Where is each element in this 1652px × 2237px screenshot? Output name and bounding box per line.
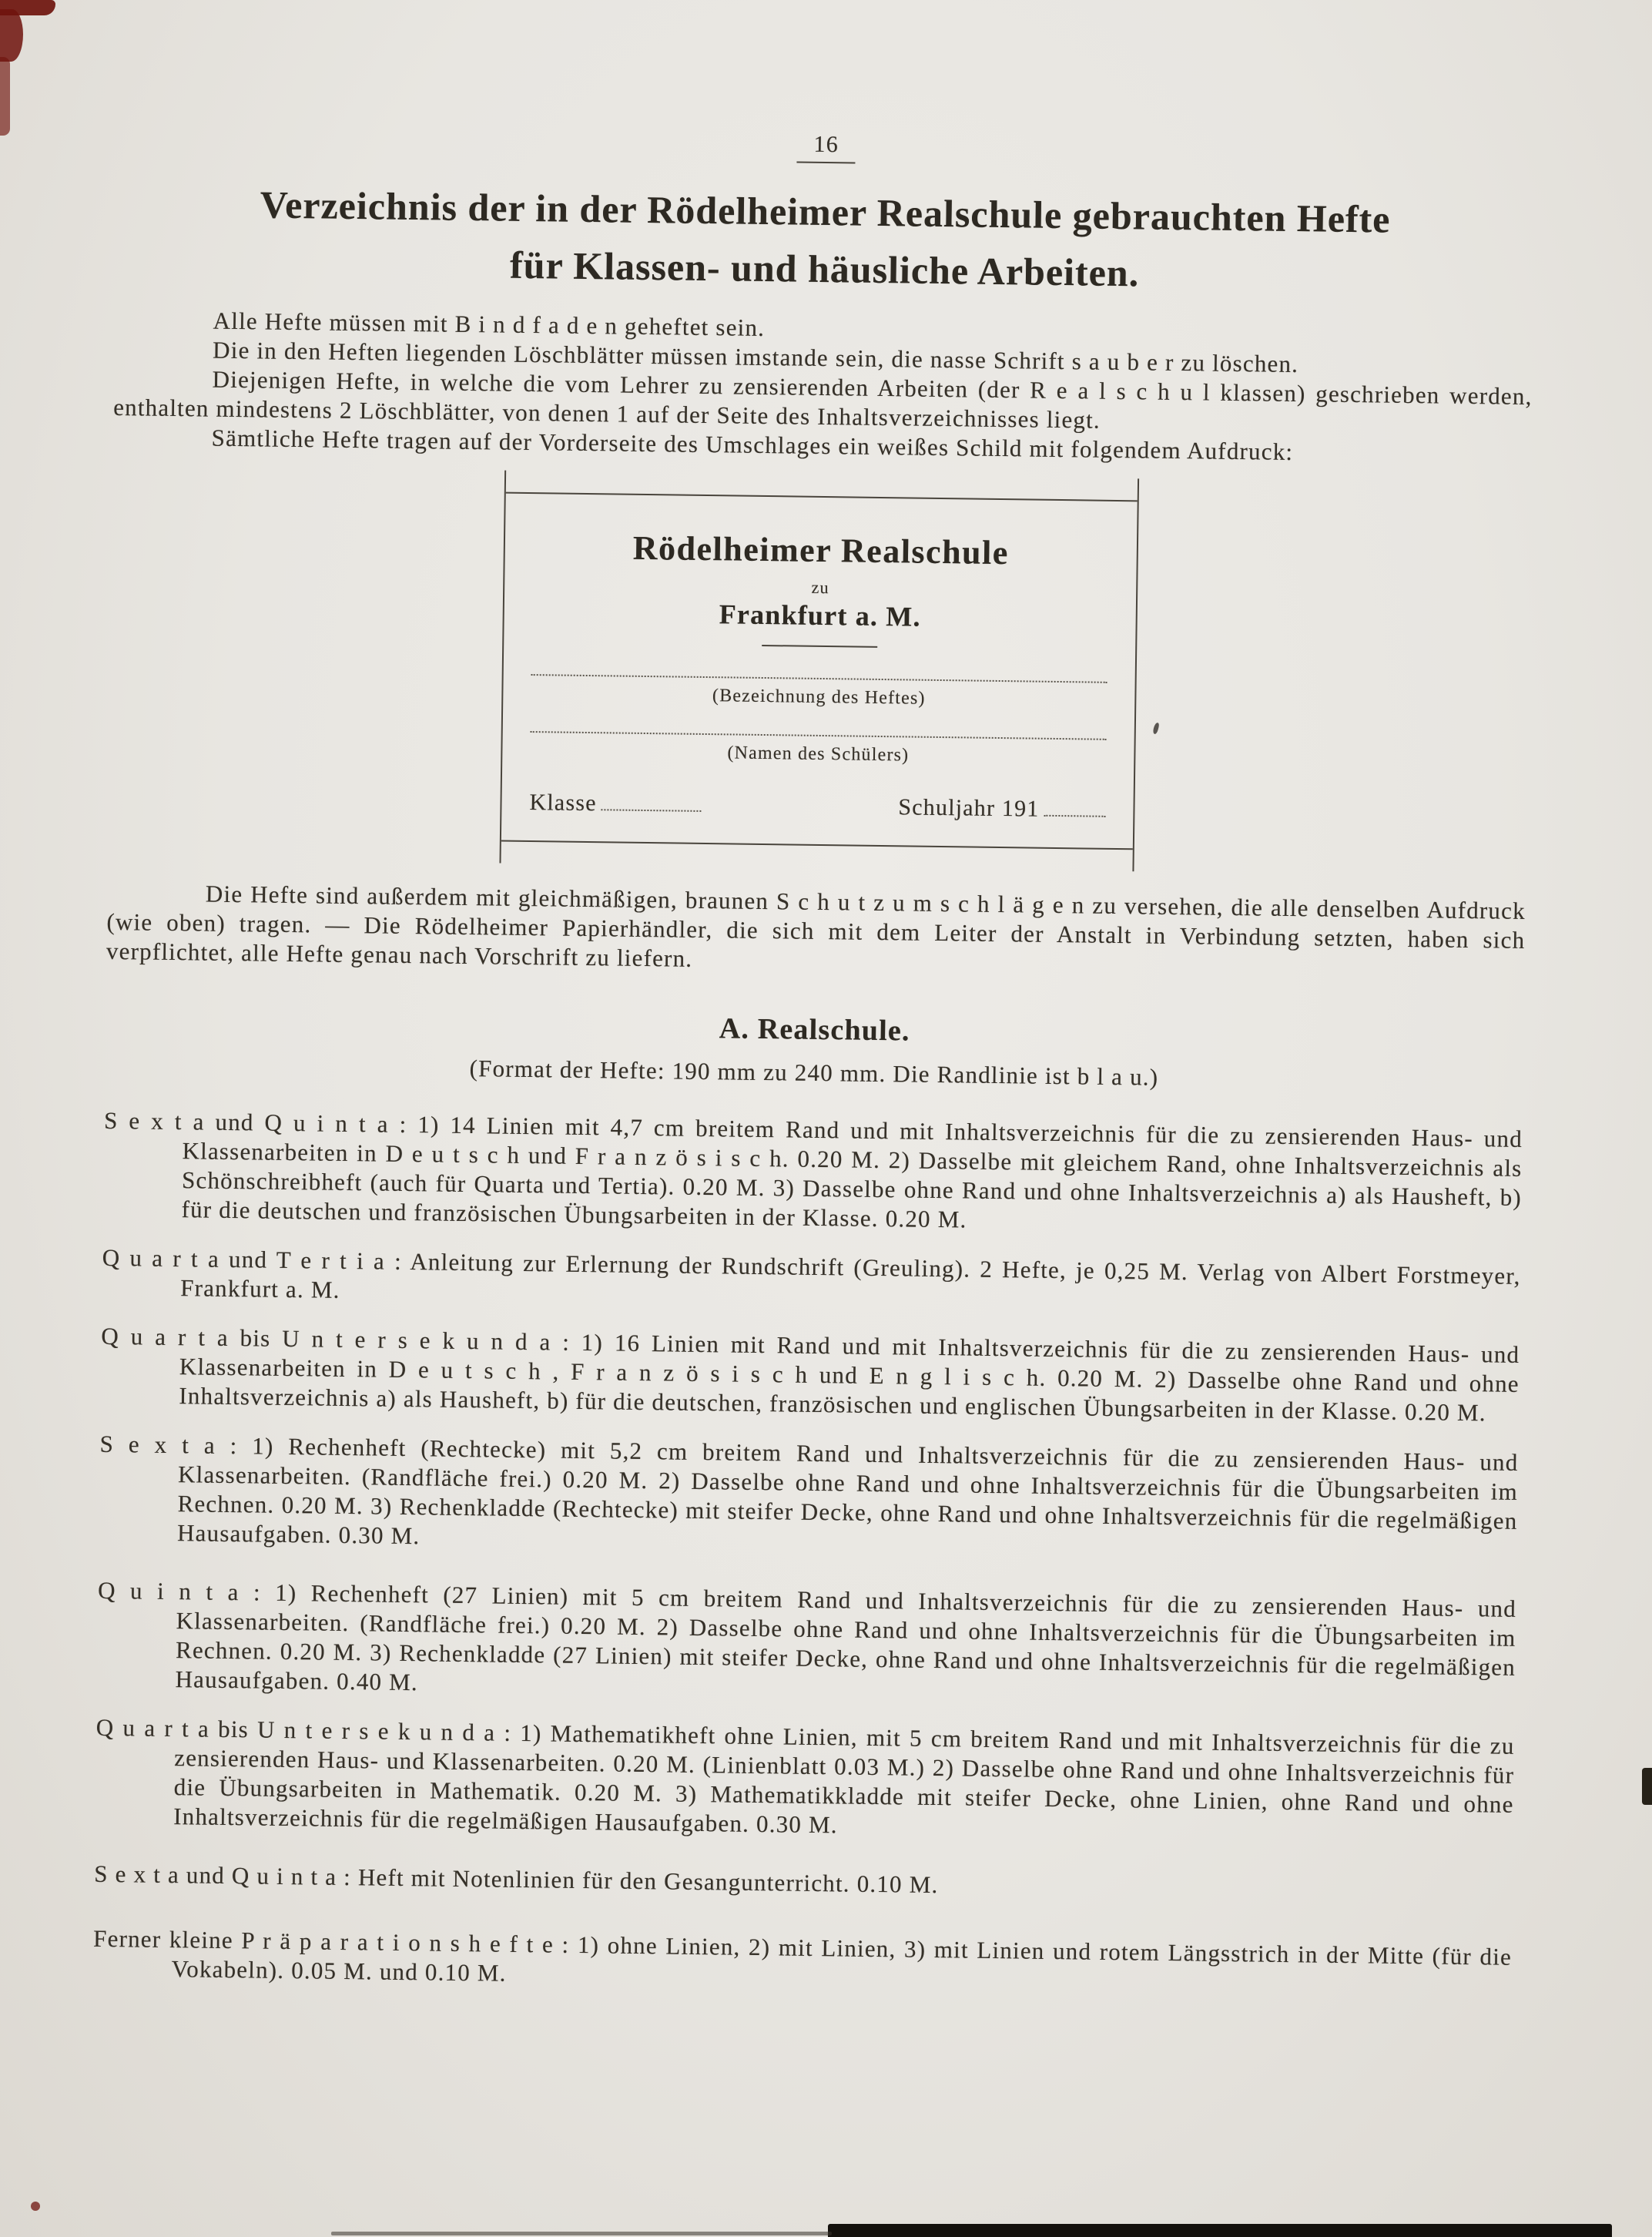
page-number: 16 [796, 129, 856, 163]
red-stain-left-edge-lower [0, 57, 10, 136]
card-bottom-row [529, 788, 1105, 825]
list-entry: Q u a r t a bis U n t e r s e k u n d a : 1) Mathematikheft ohne Linien, mit 5 cm breitem Rand und mit Inhaltsverzeichnis für die zu zensierenden Haus- und Klassenarbeiten. 0.20 M. (Linienblatt 0.03 M.) 2) Dasselbe ohne Rand und ohne Inhaltsverzeichnis für die Übungsarbeiten in Mathematik. 0.20 M. 3) Mathematikkladde mit steifer Decke, ohne Linien, ohne Rand und ohne Inhaltsverzeichnis für die regelmäßigen Hausaufgaben. 0.30 M. [96, 1713, 1515, 1839]
format-note: (Format der Hefte: 190 mm zu 240 mm. Die Randlinie ist b l a u.) [469, 1055, 1159, 1091]
page-content [92, 120, 1536, 2021]
page-title [115, 174, 1535, 307]
list-entry: S e x t a : 1) Rechenheft (Rechtecke) mit 5,2 cm breitem Rand und Inhaltsverzeichnis für die zu zensierenden Haus- und Klassenarbeiten. (Randfläche frei.) 0.20 M. 2) Dasselbe ohne Rand und ohne Inhaltsverzeichnis für die Übungsarbeiten im Rechnen. 0.20 M. 3) Rechenkladde (Rechtecke) mit steifer Decke, ohne Rand und ohne Inhaltsverzeichnis für die regelmäßigen Hausaufgaben. 0.30 M. [99, 1430, 1519, 1550]
card-field2-caption: (Namen des Schülers) [727, 743, 910, 766]
notebook-label-card [501, 492, 1138, 850]
notebook-label-wrap [108, 487, 1531, 855]
card-school-name: Rödelheimer Realschule [632, 528, 1010, 572]
notebook-entries-list [92, 1106, 1523, 2001]
list-entry: Q u a r t a bis U n t e r s e k u n d a : 1) 16 Linien mit Rand und mit Inhaltsverzeichnis für die zu zensierenden Haus- und Klassenarbeiten in D e u t s c h , F r a n z ö s i s c h und E n g l i s c h. 0.20 M. 2) Dasselbe ohne Rand und ohne Inhaltsverzeichnis a) als Hausheft, b) für die deutschen, französischen und englischen Übungsarbeiten in der Klasse. 0.20 M. [101, 1322, 1520, 1427]
after-card-paragraph: Die Hefte sind außerdem mit gleichmäßigen, braunen S c h u t z u m s c h l ä g e n zu versehen, die alle denselben Aufdruck (wie oben) tragen. — Die Rödelheimer Papierhändler, die sich mit dem Leiter der Anstalt in Verbindung setzten, haben sich verpflichtet, alle Hefte genau nach Vorschrift zu liefern. [106, 880, 1526, 972]
card-schuljahr-group [898, 793, 1106, 825]
red-stain-left-edge [0, 9, 23, 62]
red-speck-bottom-left [31, 2202, 40, 2211]
card-klasse-group [529, 788, 702, 820]
intro-paragraph-2: Die in den Heften liegenden Löschblätter müssen imstande sein, die nasse Schrift s a u b e r zu löschen. [212, 336, 1299, 378]
card-fill-in-line-1 [531, 674, 1107, 683]
page-number-row [117, 120, 1536, 173]
list-entry: Q u a r t a und T e r t i a : Anleitung zur Erlernung der Rundschrift (Greuling). 2 Hefte, je 0,25 M. Verlag von Albert Forstmeyer, Frankfurt a. M. [102, 1243, 1521, 1303]
intro-paragraph-4: Sämtliche Hefte tragen auf der Vorderseite des Umschlages ein weißes Schild mit folgendem Aufdruck: [211, 424, 1294, 465]
scan-shadow-bottom-line [331, 2232, 832, 2235]
card-zu-text: zu [811, 577, 829, 598]
card-klasse-fill-line [601, 805, 702, 812]
card-fill-in-line-2 [531, 731, 1107, 740]
list-entry: Ferner kleine P r ä p a r a t i o n s h e f t e : 1) ohne Linien, 2) mit Linien, 3) mit Linien und rotem Längsstrich in der Mitte (für die Vokabeln). 0.05 M. und 0.10 M. [92, 1924, 1513, 1987]
page-title-line-2: für Klassen- und häusliche Arbeiten. [509, 243, 1140, 295]
intro-paragraph-3: Diejenigen Hefte, in welche die vom Lehrer zu zensierenden Arbeiten (der R e a l s c h u l klassen) geschrieben werden, enthalten mindestens 2 Löschblätter, von denen 1 auf der Seite des Inhaltsverzeichnisses liegt. [112, 365, 1533, 434]
card-left-border-line [499, 471, 506, 864]
card-schuljahr-fill-line [1044, 811, 1105, 817]
list-entry: Q u i n t a : 1) Rechenheft (27 Linien) mit 5 cm breitem Rand und Inhaltsverzeichnis für die zu zensierenden Haus- und Klassenarbeiten. (Randfläche frei.) 0.20 M. 2) Dasselbe ohne Rand und ohne Inhaltsverzeichnis für die Übungsarbeiten im Rechnen. 0.20 M. 3) Rechenkladde (27 Linien) mit steifer Decke, ohne Rand und ohne Inhaltsverzeichnis für die regelmäßigen Hausaufgaben. 0.40 M. [97, 1576, 1517, 1696]
card-city-name: Frankfurt a. M. [719, 599, 921, 632]
scan-shadow-bottom-bar [828, 2224, 1612, 2237]
card-klasse-label: Klasse [529, 790, 597, 817]
list-entry: S e x t a und Q u i n t a : Heft mit Notenlinien für den Gesangunterricht. 0.10 M. [94, 1860, 939, 1899]
card-right-border-line [1132, 478, 1139, 871]
card-schuljahr-label: Schuljahr 191 [898, 794, 1040, 822]
intro-paragraph-1: Alle Hefte müssen mit B i n d f a d e n geheftet sein. [213, 307, 766, 341]
card-city-underline [762, 645, 877, 648]
list-entry: S e x t a und Q u i n t a : 1) 14 Linien mit 4,7 cm breitem Rand und mit Inhaltsverzeichnis für die zu zensierenden Haus- und Klassenarbeiten in D e u t s c h und F r a n z ö s i s c h. 0.20 M. 2) Dasselbe mit gleichem Rand, ohne Inhaltsverzeichnis als Schönschreibheft (auch für Quarta und Tertia). 0.20 M. 3) Dasselbe ohne Rand und ohne Inhaltsverzeichnis a) als Hausheft, b) für die deutschen und französischen Übungsarbeiten in der Klasse. 0.20 M. [103, 1106, 1523, 1233]
page-title-line-1: Verzeichnis der in der Rödelheimer Realschule gebrauchten Hefte [260, 183, 1391, 241]
dark-mark-right-edge [1642, 1768, 1652, 1805]
card-field1-caption: (Bezeichnung des Heftes) [712, 686, 926, 709]
section-heading: A. Realschule. [719, 1012, 910, 1048]
